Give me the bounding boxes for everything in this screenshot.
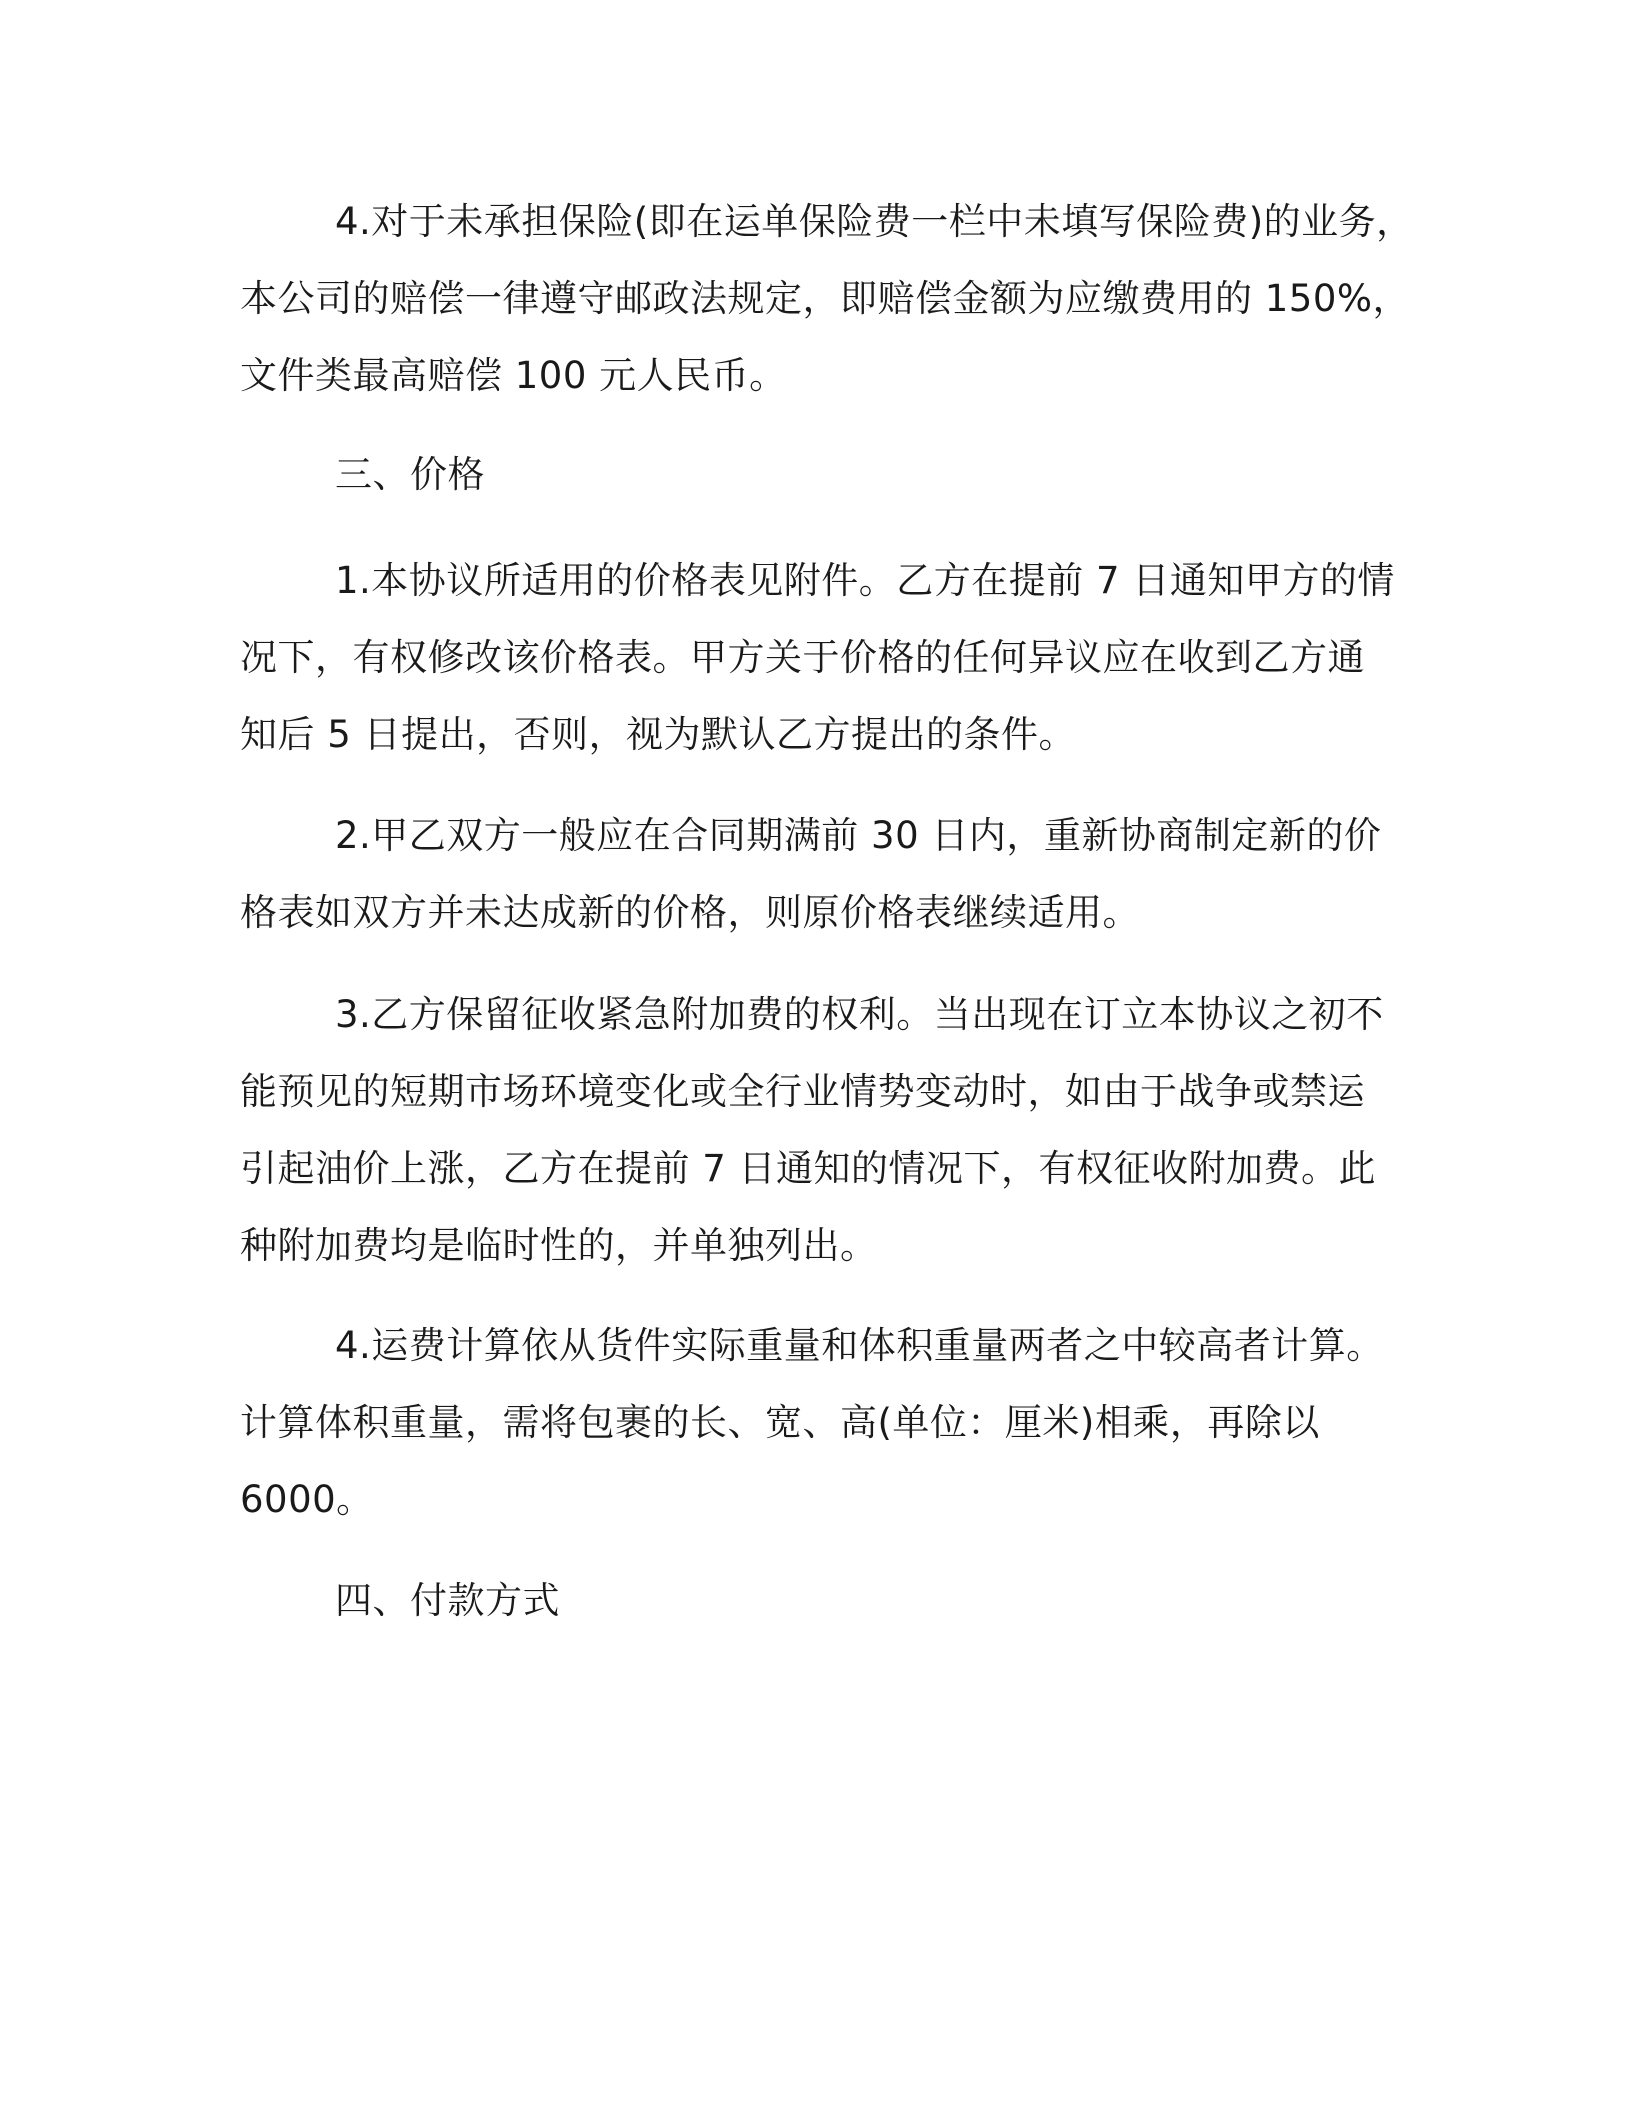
paragraph-line: 引起油价上涨，乙方在提前 7 日通知的情况下，有权征收附加费。此 <box>240 1147 1377 1190</box>
paragraph-line: 6000。 <box>240 1478 374 1521</box>
paragraph-line: 4.运费计算依从货件实际重量和体积重量两者之中较高者计算。 <box>335 1324 1384 1367</box>
paragraph-line: 2.甲乙双方一般应在合同期满前 30 日内，重新协商制定新的价 <box>335 814 1382 857</box>
paragraph-line: 本公司的赔偿一律遵守邮政法规定，即赔偿金额为应缴费用的 150%， <box>240 277 1411 320</box>
paragraph-line: 计算体积重量，需将包裹的长、宽、高(单位：厘米)相乘，再除以 <box>240 1401 1320 1444</box>
paragraph-price-4 <box>240 1307 1400 1538</box>
paragraph-price-1 <box>240 542 1400 773</box>
paragraph-line: 种附加费均是临时性的，并单独列出。 <box>240 1224 878 1267</box>
heading-text: 四、付款方式 <box>335 1579 560 1622</box>
paragraph-line: 1.本协议所适用的价格表见附件。乙方在提前 7 日通知甲方的情 <box>335 559 1395 602</box>
paragraph-insurance-4 <box>240 183 1414 414</box>
paragraph-line: 文件类最高赔偿 100 元人民币。 <box>240 354 787 397</box>
section-heading-price <box>240 436 1400 513</box>
section-heading-payment <box>240 1562 1400 1639</box>
paragraph-price-3 <box>240 976 1400 1284</box>
paragraph-line: 知后 5 日提出，否则，视为默认乙方提出的条件。 <box>240 713 1077 756</box>
paragraph-line: 格表如双方并未达成新的价格，则原价格表继续适用。 <box>240 891 1140 934</box>
paragraph-line: 4.对于未承担保险(即在运单保险费一栏中未填写保险费)的业务， <box>335 200 1414 243</box>
paragraph-line: 况下，有权修改该价格表。甲方关于价格的任何异议应在收到乙方通 <box>240 636 1365 679</box>
heading-text: 三、价格 <box>335 453 485 496</box>
paragraph-line: 能预见的短期市场环境变化或全行业情势变动时，如由于战争或禁运 <box>240 1070 1365 1113</box>
paragraph-line: 3.乙方保留征收紧急附加费的权利。当出现在订立本协议之初不 <box>335 993 1384 1036</box>
paragraph-price-2 <box>240 797 1400 951</box>
